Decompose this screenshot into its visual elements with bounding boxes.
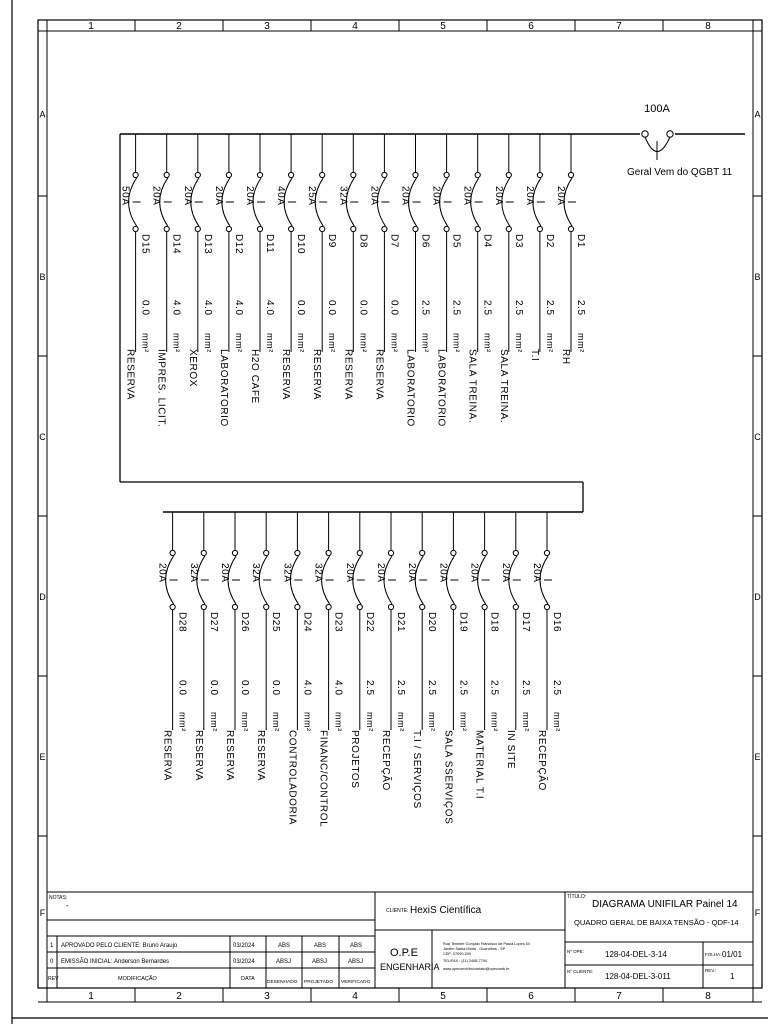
top-circuit-row: [120, 134, 586, 427]
cable-section-value: 2.5: [575, 300, 586, 316]
load-description-label: RESERVA: [280, 349, 292, 401]
grid-col-label-top: 4: [352, 21, 358, 32]
cable-unit-label: mm²: [208, 712, 219, 732]
breaker-terminal-top: [226, 172, 231, 177]
rev-label: REV.:: [705, 968, 717, 973]
circuit-id-label: D9: [326, 234, 338, 248]
cable-unit-label: mm²: [451, 333, 462, 353]
circuit-id-label: D14: [170, 234, 182, 255]
breaker-terminal-bottom: [544, 604, 549, 609]
breaker-rating-label: 20A: [531, 563, 542, 583]
breaker-rating-label: 20A: [181, 186, 193, 206]
cable-unit-label: mm²: [482, 333, 493, 353]
breaker-terminal-bottom: [482, 604, 487, 609]
cable-section-value: 0.0: [270, 680, 282, 696]
notes-label: NOTAS:: [49, 895, 68, 901]
cable-unit-label: mm²: [171, 333, 182, 353]
load-description-label: PROJETOS: [348, 730, 360, 789]
circuit-id-label: D1: [575, 234, 586, 248]
cable-section-value: 2.5: [519, 680, 531, 696]
company-address-3: CEP: 07090-200: [443, 952, 472, 956]
cable-unit-label: mm²: [364, 712, 375, 732]
load-description-label: H2O CAFE: [249, 349, 260, 404]
breaker-terminal-top: [320, 172, 325, 177]
load-description-label: RESERVA: [124, 349, 136, 401]
grid-col-label-bottom: 8: [705, 991, 711, 1002]
breaker-terminal-top: [289, 172, 294, 177]
doc-ope-label: Nº OPE:: [567, 949, 584, 954]
cable-section-value: 2.5: [543, 300, 555, 316]
breaker-terminal-bottom: [475, 226, 480, 231]
company-address-2: Jardim Santa Maria - Guarulhos - SP: [443, 947, 506, 951]
breaker-rating-label: 20A: [150, 186, 162, 206]
sheet-label: FOLHA:: [705, 952, 722, 957]
cable-section-value: 2.5: [426, 680, 438, 696]
cable-unit-label: mm²: [552, 712, 562, 732]
cable-unit-label: mm²: [302, 712, 313, 732]
cable-section-value: 0.0: [176, 680, 188, 696]
cable-section-value: 2.5: [481, 300, 493, 316]
breaker-terminal-top: [382, 172, 387, 177]
breaker-terminal-top: [164, 172, 169, 177]
breaker-terminal-bottom: [506, 226, 511, 231]
load-description-label: RESERVA: [224, 730, 235, 782]
breaker-terminal-top: [568, 172, 573, 177]
circuit-id-label: D28: [176, 612, 188, 633]
grid-row-label-right: D: [754, 592, 761, 602]
breaker-terminal-bottom: [201, 604, 206, 609]
load-description-label: SALA TREINA.: [466, 349, 478, 424]
breaker-rating-label: 25A: [306, 186, 318, 206]
breaker-terminal-bottom: [257, 226, 262, 231]
breaker-rating-label: 20A: [212, 186, 224, 206]
circuit-id-label: D13: [201, 234, 213, 255]
breaker-rating-label: 40A: [275, 186, 287, 206]
cable-unit-label: mm²: [389, 333, 400, 353]
breaker-rating-label: 20A: [430, 186, 442, 206]
cable-unit-label: mm²: [296, 333, 307, 353]
cable-unit-label: mm²: [327, 333, 338, 353]
cable-section-value: 4.0: [301, 680, 313, 696]
cable-section-value: 0.0: [388, 300, 400, 316]
breaker-rating-label: 20A: [219, 563, 230, 583]
grid-row-label-right: E: [754, 752, 761, 762]
breaker-terminal-bottom: [382, 226, 387, 231]
breaker-terminal-top: [506, 172, 511, 177]
grid-row-label-left: C: [39, 432, 46, 442]
breaker-terminal-bottom: [195, 226, 200, 231]
rev-value: 1: [730, 972, 735, 981]
drawing-title-line1: DIAGRAMA UNIFILAR Painel 14: [592, 899, 738, 910]
breaker-rating-label: 20A: [555, 186, 566, 206]
breaker-terminal-top: [475, 172, 480, 177]
cable-unit-label: mm²: [396, 712, 406, 732]
company-address-4: TEL/FAX.: (11) 2408-7704: [443, 959, 488, 963]
circuit-id-label: D11: [264, 234, 275, 254]
breaker-rating-label: 32A: [187, 563, 199, 583]
circuit-id-label: D2: [543, 234, 555, 248]
grid-col-label-bottom: 2: [176, 991, 182, 1002]
breaker-rating-label: 32A: [250, 563, 262, 583]
circuit-id-label: D8: [357, 234, 369, 248]
breaker-terminal-top: [357, 550, 362, 555]
company-name-line1: O.P.E: [390, 947, 418, 959]
cable-unit-label: mm²: [489, 712, 500, 732]
cable-unit-label: mm²: [358, 333, 369, 353]
cable-unit-label: mm²: [140, 333, 151, 353]
rev0-number: 0: [50, 959, 54, 965]
grid-col-label-bottom: 3: [264, 991, 270, 1002]
breaker-rating-label: 20A: [375, 563, 386, 583]
breaker-terminal-bottom: [320, 226, 325, 231]
load-description-label: FINANC/CONTROL: [317, 730, 329, 828]
cable-section-value: 2.5: [457, 680, 469, 696]
circuit-id-label: D18: [488, 612, 500, 633]
circuit-id-label: D16: [551, 612, 562, 633]
circuit-id-label: D12: [232, 234, 244, 255]
circuit-id-label: D26: [239, 612, 250, 633]
cable-section-value: 4.0: [264, 300, 275, 316]
circuit-id-label: D6: [419, 234, 431, 248]
notes-value: -: [66, 901, 69, 910]
breaker-terminal-top: [133, 172, 138, 177]
grid-col-label-bottom: 7: [616, 991, 622, 1002]
grid-row-label-left: F: [39, 908, 46, 918]
grid-col-label-top: 8: [705, 21, 711, 32]
breaker-terminal-bottom: [413, 226, 418, 231]
client-name: HexiS Científica: [410, 905, 482, 916]
breaker-terminal-top: [388, 550, 393, 555]
load-description-label: RESERVA: [373, 349, 385, 401]
circuit-id-label: D21: [395, 612, 406, 633]
breaker-terminal-top: [482, 550, 487, 555]
cable-unit-label: mm²: [576, 333, 586, 353]
load-description-label: RH: [560, 349, 571, 365]
circuit-id-label: D22: [363, 612, 375, 633]
circuit-id-label: D25: [270, 612, 282, 633]
rev1-drawn: ABS: [278, 943, 291, 949]
grid-col-label-bottom: 6: [528, 991, 534, 1002]
cable-unit-label: mm²: [513, 333, 524, 353]
cable-section-value: 0.0: [239, 680, 250, 696]
breaker-terminal-top: [326, 550, 331, 555]
load-description-label: XEROX: [186, 349, 198, 388]
breaker-rating-label: 20A: [244, 186, 255, 206]
title-block: [47, 892, 753, 988]
cable-unit-label: mm²: [333, 712, 344, 732]
main-breaker-terminal-right: [667, 131, 673, 137]
header-desc: MODIFICAÇÃO: [118, 976, 157, 982]
breaker-terminal-top: [195, 172, 200, 177]
circuit-id-label: D15: [139, 234, 151, 255]
rev0-drawn: ABSJ: [276, 959, 292, 965]
rev0-date: 03/2024: [233, 959, 255, 965]
cable-section-value: 4.0: [232, 300, 244, 316]
circuit-id-label: D7: [388, 234, 400, 248]
circuit-id-label: D10: [295, 234, 307, 255]
load-description-label: CONTROLADORIA: [286, 730, 298, 826]
cable-section-value: 2.5: [488, 680, 500, 696]
breaker-terminal-bottom: [513, 604, 518, 609]
circuit-id-label: D27: [207, 612, 219, 633]
breaker-terminal-bottom: [444, 226, 449, 231]
breaker-rating-label: 20A: [399, 186, 411, 206]
cable-unit-label: mm²: [420, 333, 431, 353]
breaker-terminal-bottom: [388, 604, 393, 609]
breaker-terminal-top: [201, 550, 206, 555]
breaker-terminal-bottom: [351, 226, 356, 231]
load-description-label: RECEPÇÃO: [380, 730, 391, 791]
breaker-terminal-top: [513, 550, 518, 555]
load-description-label: LABORATORIO: [435, 349, 447, 427]
circuit-id-label: D3: [512, 234, 524, 248]
header-rev: REV: [48, 976, 59, 982]
company-name-line2: ENGENHARIA: [380, 962, 440, 972]
breaker-terminal-top: [413, 172, 418, 177]
breaker-terminal-top: [257, 172, 262, 177]
load-description-label: MATERIAL T.I: [473, 730, 485, 800]
cable-unit-label: mm²: [177, 712, 188, 732]
load-description-label: IN SITE: [504, 730, 516, 770]
breaker-rating-label: 20A: [492, 186, 504, 206]
cable-section-value: 0.0: [326, 300, 338, 316]
grid-row-label-right: F: [754, 908, 761, 918]
breaker-terminal-top: [544, 550, 549, 555]
load-description-label: IMPRES. LICIT.: [155, 349, 167, 428]
load-description-label: LABORATORIO: [404, 349, 416, 427]
breaker-terminal-top: [444, 172, 449, 177]
grid-row-label-left: D: [39, 592, 46, 602]
rev1-checked: ABS: [350, 943, 363, 949]
cable-section-value: 2.5: [450, 300, 462, 316]
breaker-terminal-bottom: [264, 604, 269, 609]
grid-col-label-top: 1: [88, 21, 94, 32]
main-breaker-rating: 100A: [644, 103, 670, 115]
company-address-5: www.opecomb/br/contato@opecomb.br: [443, 967, 510, 971]
cable-unit-label: mm²: [458, 712, 469, 732]
rev0-project: ABSJ: [312, 959, 328, 965]
breaker-terminal-bottom: [226, 226, 231, 231]
cable-section-value: 4.0: [201, 300, 213, 316]
load-description-label: RESERVA: [255, 730, 267, 782]
breaker-terminal-top: [351, 172, 356, 177]
header-drawn: DESENHADO: [267, 980, 298, 985]
cable-unit-label: mm²: [544, 333, 555, 353]
load-description-label: T.I / SERVIÇOS: [411, 730, 423, 809]
breaker-terminal-top: [295, 550, 300, 555]
circuit-id-label: D24: [301, 612, 313, 633]
rev1-number: 1: [50, 943, 54, 949]
cable-section-value: 0.0: [207, 680, 219, 696]
breaker-rating-label: 20A: [343, 563, 355, 583]
cable-section-value: 4.0: [332, 680, 344, 696]
breaker-terminal-bottom: [537, 226, 542, 231]
load-description-label: SALA SSERVIÇOS: [442, 730, 454, 825]
header-checked: VERIFICADO: [341, 980, 371, 985]
grid-row-label-right: B: [754, 272, 761, 282]
breaker-terminal-bottom: [326, 604, 331, 609]
client-label: CLIENTE:: [386, 908, 409, 914]
breaker-rating-label: 20A: [156, 563, 168, 583]
breaker-terminal-top: [232, 550, 237, 555]
breaker-rating-label: 20A: [523, 186, 535, 206]
breaker-terminal-bottom: [568, 226, 573, 231]
title-label: TÍTULO:: [567, 894, 587, 900]
circuit-id-label: D20: [426, 612, 438, 633]
grid-row-label-left: E: [39, 752, 46, 762]
cable-unit-label: mm²: [520, 712, 531, 732]
breaker-rating-label: 50A: [119, 186, 131, 206]
main-breaker-terminal-left: [642, 131, 648, 137]
load-description-label: RESERVA: [161, 730, 173, 782]
breaker-rating-label: 32A: [337, 186, 349, 206]
grid-col-label-top: 3: [264, 21, 270, 32]
breaker-rating-label: 20A: [468, 563, 480, 583]
breaker-rating-label: 32A: [281, 563, 293, 583]
load-description-label: LABORATORIO: [217, 349, 229, 427]
grid-col-label-bottom: 4: [352, 991, 358, 1002]
load-description-label: RECEPÇÃO: [536, 730, 547, 791]
cable-section-value: 2.5: [419, 300, 431, 316]
breaker-terminal-top: [170, 550, 175, 555]
grid-row-label-left: B: [39, 272, 46, 282]
circuit-id-label: D5: [450, 234, 462, 248]
grid-row-label-left: A: [39, 109, 46, 120]
load-description-label: RESERVA: [192, 730, 204, 782]
cable-unit-label: mm²: [271, 712, 282, 732]
rev1-date: 03/2024: [233, 943, 255, 949]
cable-unit-label: mm²: [233, 333, 244, 353]
cable-section-value: 2.5: [395, 680, 406, 696]
cable-section-value: 2.5: [512, 300, 524, 316]
rev1-desc: APROVADO PELO CLIENTE: Bruno Araujo: [61, 943, 178, 949]
grid-col-label-top: 2: [176, 21, 182, 32]
breaker-rating-label: 20A: [406, 563, 418, 583]
breaker-terminal-bottom: [451, 604, 456, 609]
breaker-terminal-bottom: [295, 604, 300, 609]
cable-section-value: 0.0: [357, 300, 369, 316]
cable-section-value: 2.5: [551, 680, 562, 696]
breaker-rating-label: 20A: [499, 563, 511, 583]
load-description-label: T.I: [528, 349, 540, 362]
breaker-rating-label: 20A: [461, 186, 473, 206]
grid-col-label-bottom: 1: [88, 991, 94, 1002]
cable-unit-label: mm²: [265, 333, 275, 353]
breaker-terminal-bottom: [289, 226, 294, 231]
grid-col-label-bottom: 5: [440, 991, 446, 1002]
cable-unit-label: mm²: [427, 712, 438, 732]
header-date: DATA: [241, 976, 255, 982]
breaker-rating-label: 20A: [368, 186, 380, 206]
bottom-circuit-row: [157, 512, 562, 827]
cable-unit-label: mm²: [202, 333, 213, 353]
breaker-terminal-bottom: [164, 226, 169, 231]
grid-row-label-right: C: [754, 432, 761, 442]
breaker-terminal-bottom: [133, 226, 138, 231]
breaker-terminal-bottom: [232, 604, 237, 609]
breaker-terminal-top: [451, 550, 456, 555]
header-project: PROJETADO: [304, 980, 333, 985]
circuit-id-label: D4: [481, 234, 493, 248]
grid-col-label-top: 5: [440, 21, 446, 32]
circuit-id-label: D19: [457, 612, 469, 633]
load-description-label: RESERVA: [342, 349, 354, 401]
circuit-id-label: D23: [332, 612, 344, 633]
breaker-terminal-bottom: [170, 604, 175, 609]
breaker-terminal-top: [537, 172, 542, 177]
cable-section-value: 4.0: [170, 300, 182, 316]
cable-unit-label: mm²: [240, 712, 250, 732]
drawing-title-line2: QUADRO GERAL DE BAIXA TENSÃO - QDF-14: [574, 918, 739, 927]
breaker-rating-label: 32A: [312, 563, 324, 583]
cable-section-value: 0.0: [139, 300, 151, 316]
load-description-label: SALA TREINA.: [497, 349, 509, 424]
circuit-id-label: D17: [519, 612, 531, 633]
cable-section-value: 0.0: [295, 300, 307, 316]
main-source-label: Geral Vem do QGBT 11: [627, 167, 733, 178]
rev0-desc: EMISSÃO INICIAL: Anderson Bernardes: [61, 959, 170, 965]
doc-ope-value: 128-04-DEL-3-14: [605, 950, 667, 959]
breaker-rating-label: 20A: [437, 563, 449, 583]
grid-col-label-top: 7: [616, 21, 622, 32]
cable-section-value: 2.5: [363, 680, 375, 696]
grid-col-label-top: 6: [528, 21, 534, 32]
sheet-value: 01/01: [722, 950, 743, 959]
breaker-terminal-bottom: [420, 604, 425, 609]
company-address-1: Rua Tenente Gonçalo Francisco de Paula Lopes 54: [443, 942, 530, 946]
doc-client-value: 128-04-DEL-3-011: [605, 972, 671, 981]
breaker-terminal-top: [264, 550, 269, 555]
breaker-terminal-bottom: [357, 604, 362, 609]
grid-row-label-right: A: [754, 109, 761, 120]
rev0-checked: ABSJ: [348, 959, 364, 965]
load-description-label: RESERVA: [311, 349, 323, 401]
breaker-terminal-top: [420, 550, 425, 555]
outer-border: [38, 20, 762, 988]
doc-client-label: Nº CLIENTE:: [567, 969, 594, 974]
rev1-project: ABS: [314, 943, 327, 949]
